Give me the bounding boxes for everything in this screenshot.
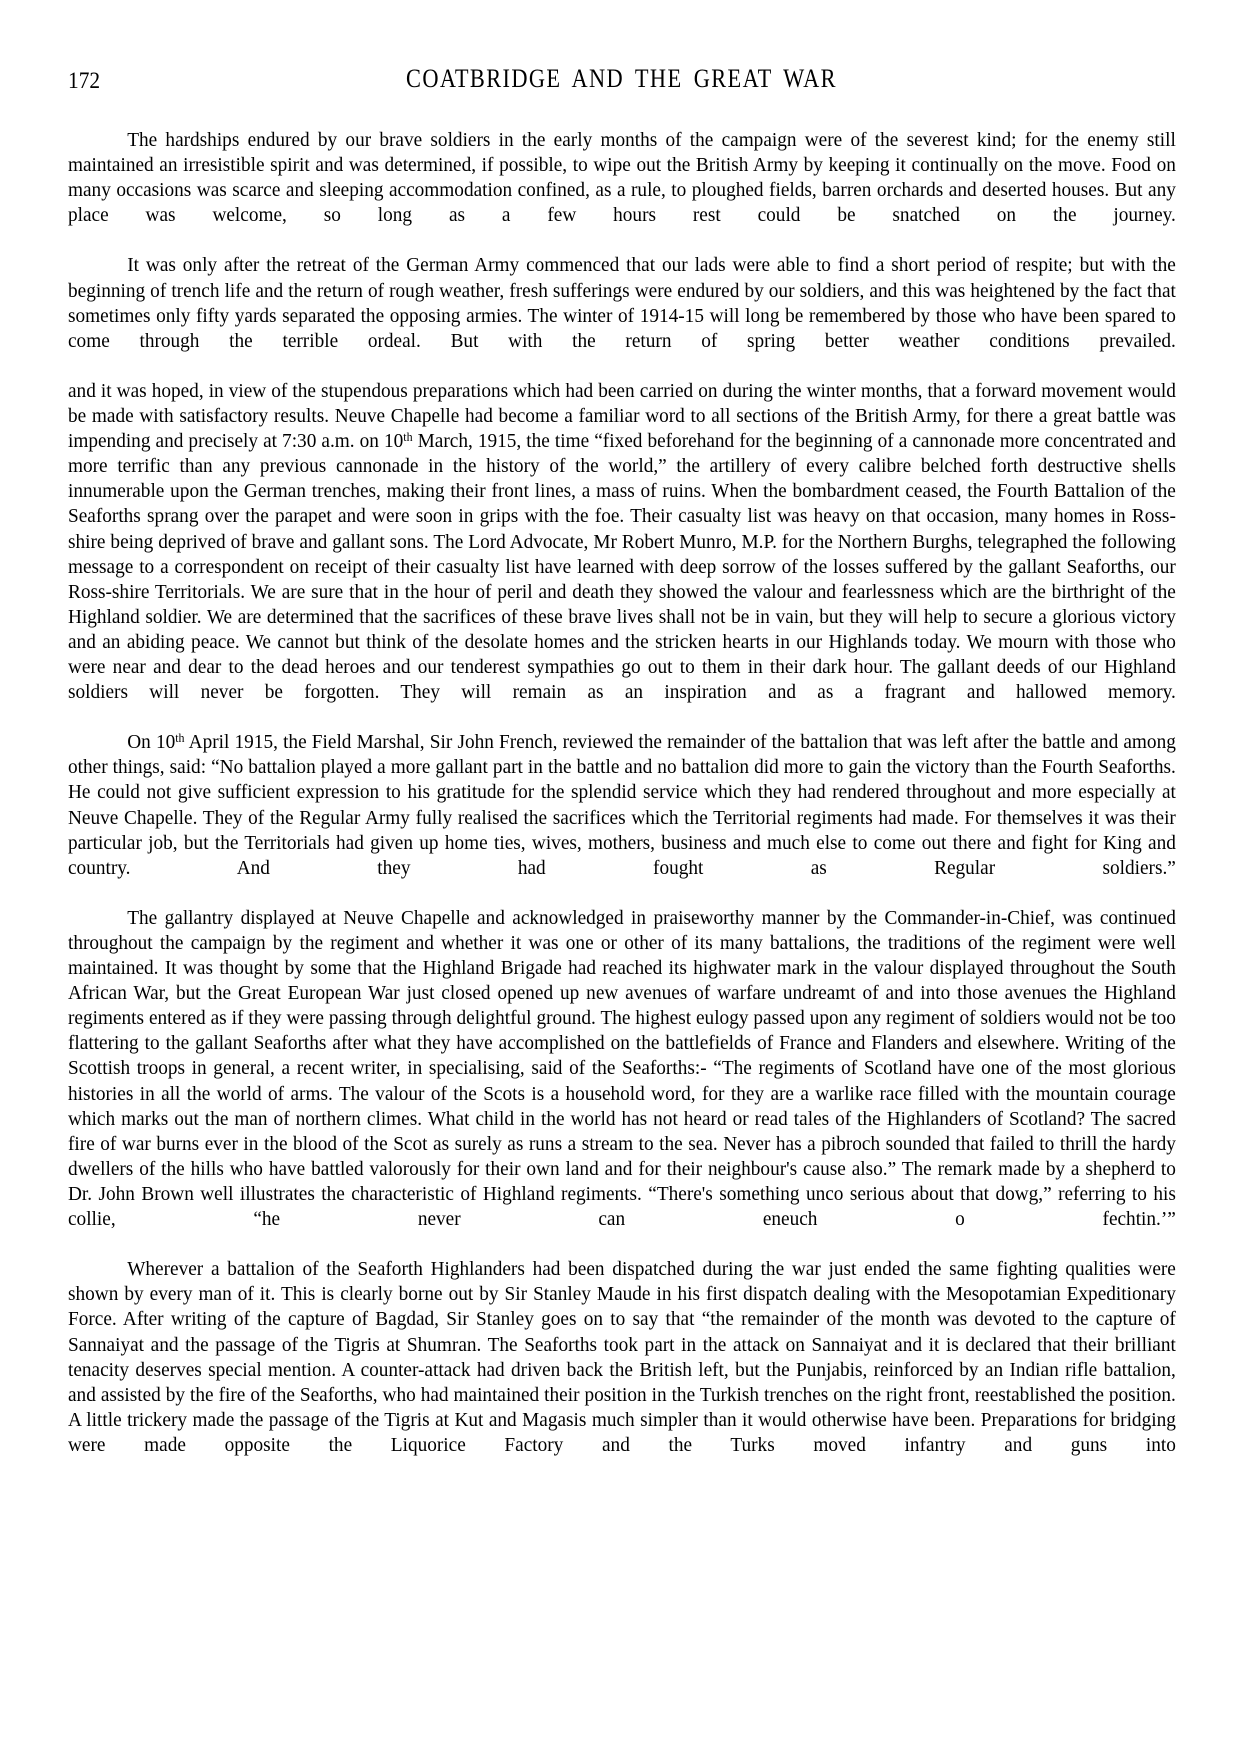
paragraph-4 (68, 730, 1176, 906)
paragraph-5: The gallantry displayed at Neuve Chapelle and acknowledged in praiseworthy manner by the Commander-in-Chief, was continued throughout the campaign by the regiment and whether it was one or other of its many battalions, the traditions of the regiment were well maintained. It was thought by some that the Highland Brigade had reached its highwater mark in the valour displayed throughout the South African War, but the Great European War just closed opened up new avenues of warfare undreamt of and into those avenues the Highland regiments entered as if they were passing through delightful ground. The highest eulogy passed upon any regiment of soldiers would not be too flattering to the gallant Seaforths after what they have accomplished on the battlefields of France and Flanders and elsewhere. Writing of the Scottish troops in general, a recent writer, in specialising, said of the Seaforths:- “The regiments of Scotland have one of the most glorious histories in all the world of arms. The valour of the Scots is a household word, for they are a warlike race filled with the mountain courage which marks out the man of northern climes. What child in the world has not heard or read tales of the Highlanders of Scotland? The sacred fire of war burns ever in the blood of the Scot as surely as runs a stream to the sea. Never has a pibroch sounded that failed to thrill the hardy dwellers of the hills who have battled valorously for their own land and for their neighbour's cause also.” The remark made by a shepherd to Dr. John Brown well illustrates the characteristic of Highland regiments. “There's something unco serious about that dowg,” referring to his collie, “he never can eneuch o fechtin.’” (68, 906, 1176, 1231)
paragraph-3-text-before-superscript: and it was hoped, in view of the stupendous preparations which had been carried on during the winter months, that a forward movement would be made with satisfactory results. Neuve Chapelle had become a familiar word to all sections of the British Army, for there a great battle was impending and precisely at 7:30 a.m. on 10 (68, 379, 1176, 453)
paragraph-1: The hardships endured by our brave soldiers in the early months of the campaign were of the severest kind; for the enemy still maintained an irresistible spirit and was determined, if possible, to wipe out the British Army by keeping it continually on the move. Food on many occasions was scarce and sleeping accommodation confined, as a rule, to ploughed fields, barren orchards and deserted houses. But any place was welcome, so long as a few hours rest could be snatched on the journey. (68, 129, 1176, 227)
paragraph-3-text-after-superscript: March, 1915, the time “fixed beforehand for the beginning of a cannonade more concentrated and more terrific than any previous cannonade in the history of the world,” the artillery of every calibre belched forth destructive shells innumerable upon the German trenches, making their front lines, a mass of ruins. When the bombardment ceased, the Fourth Battalion of the Seaforths sprang over the parapet and were soon in grips with the foe. Their casualty list was heavy on that occasion, many homes in Ross-shire being deprived of brave and gallant sons. The Lord Advocate, Mr Robert Munro, M.P. for the Northern Burghs, telegraphed the following message to a correspondent on receipt of their casualty list have learned with deep sorrow of the losses suffered by the gallant Seaforths, our Ross-shire Territorials. We are sure that in the hour of peril and death they showed the valour and fearlessness which are the birthright of the Highland soldier. We are determined that the sacrifices of these brave lives shall not be in vain, but they will help to secure a glorious victory and an abiding peace. We cannot but think of the desolate homes and the stricken hearts in our Highlands today. We mourn with those who were near and dear to the dead heroes and our tenderest sympathies go out to them in their dark hour. The gallant deeds of our Highland soldiers will never be forgotten. They will remain as an inspiration and as a fragrant and hallowed memory. (68, 430, 1176, 704)
ordinal-superscript-april: th (175, 731, 185, 746)
paragraph-4-text-before-superscript: On 10 (127, 731, 176, 754)
paragraph-6: Wherever a battalion of the Seaforth Highlanders had been dispatched during the war just ended the same fighting qualities were shown by every man of it. This is clearly borne out by Sir Stanley Maude in his first dispatch dealing with the Mesopotamian Expeditionary Force. After writing of the capture of Bagdad, Sir Stanley goes on to say that “the remainder of the month was devoted to the capture of Sannaiyat and the passage of the Tigris at Shumran. The Seaforths took part in the attack on Sannaiyat and it is declared that their brilliant tenacity deserves special mention. A counter-attack had driven back the British left, but the Punjabis, reinforced by an Indian rifle battalion, and assisted by the fire of the Seaforths, who had maintained their position in the Turkish trenches on the right front, reestablished the position. A little trickery made the passage of the Tigris at Kut and Magasis much simpler than it would otherwise have been. Preparations for bridging were made opposite the Liquorice Factory and the Turks moved infantry and guns into (68, 1258, 1176, 1456)
running-title: COATBRIDGE AND THE GREAT WAR (406, 64, 837, 93)
ordinal-superscript-march: th (403, 430, 413, 445)
body-text-block (68, 128, 1176, 1483)
page-number: 172 (68, 68, 101, 93)
paragraph-2: It was only after the retreat of the German Army commenced that our lads were able to find a short period of respite; but with the beginning of trench life and the return of rough weather, fresh sufferings were endured by our soldiers, and this was heightened by the fact that sometimes only fifty yards separated the opposing armies. The winter of 1914-15 will long be remembered by those who have been spared to come through the terrible ordeal. But with the return of spring better weather conditions prevailed. (68, 254, 1176, 352)
running-header (68, 64, 1175, 98)
paragraph-3 (68, 379, 1176, 730)
paragraph-4-text-after-superscript: April 1915, the Field Marshal, Sir John French, reviewed the remainder of the battalion that was left after the battle and among other things, said: “No battalion played a more gallant part in the battle and no battalion did more to gain the victory than the Fourth Seaforths. He could not give sufficient expression to his gratitude for the splendid service which they had rendered throughout and more especially at Neuve Chapelle. They of the Regular Army fully realised the sacrifices which the Territorial regiments had made. For themselves it was their particular job, but the Territorials had given up home ties, wives, mothers, business and much else to come out there and fight for King and country. And they had fought as Regular soldiers.” (68, 731, 1176, 879)
